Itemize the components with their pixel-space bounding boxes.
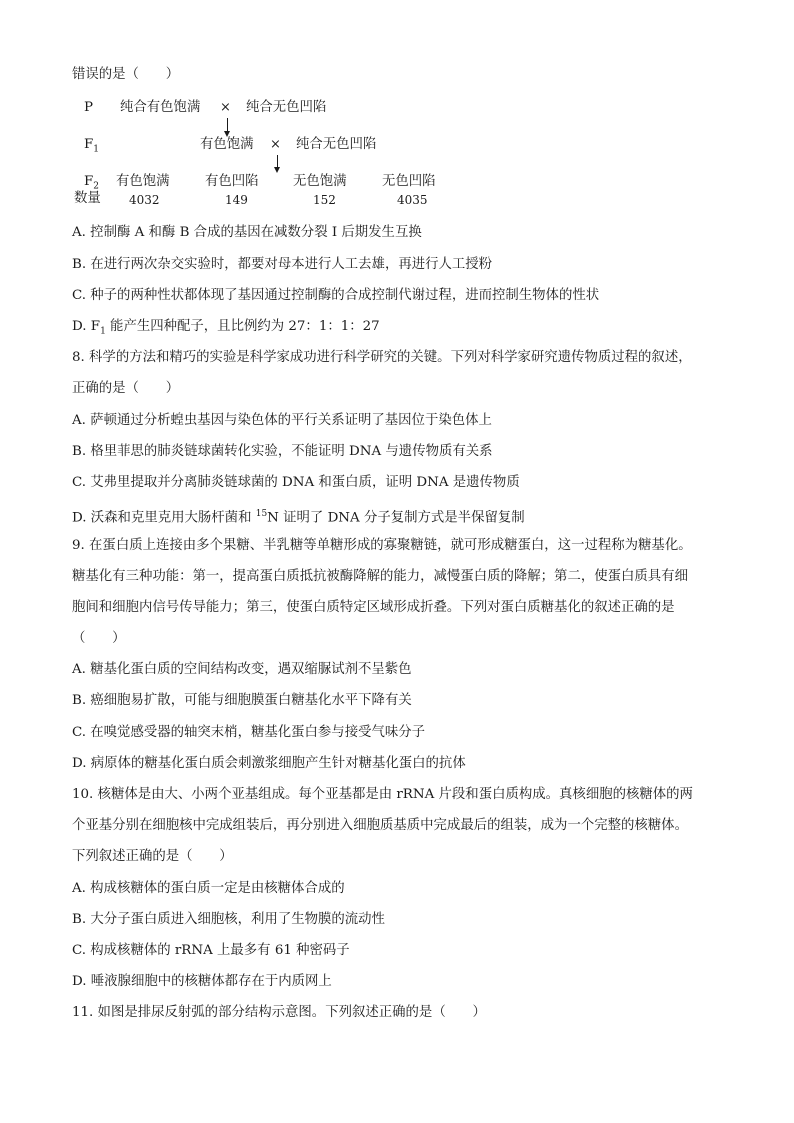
q8-stem: 8. 科学的方法和精巧的实验是科学家成功进行科学研究的关键。下列对科学家研究遗传物质过程的叙述，: [72, 350, 692, 365]
q10-option-c: C. 构成核糖体的 rRNA 上最多有 61 种密码子: [72, 943, 350, 958]
q7-option-b: B. 在进行两次杂交实验时，都要对母本进行人工去雄，再进行人工授粉: [72, 257, 493, 272]
count-value: 152: [313, 193, 336, 207]
arrow-down-icon: [277, 155, 278, 168]
phenotype-label: 无色凹陷: [382, 174, 436, 189]
cross-symbol: ×: [220, 100, 231, 115]
q10-stem: 个亚基分别在细胞核中完成组装后，再分别进入细胞质基质中完成最后的组装，成为一个完整的核糖体。: [72, 818, 688, 833]
q9-option-b: B. 癌细胞易扩散，可能与细胞膜蛋白糖基化水平下降有关: [72, 693, 412, 708]
q9-stem: 胞间和细胞内信号传导能力；第三，使蛋白质特定区域形成折叠。下列对蛋白质糖基化的叙述正确的是: [72, 600, 675, 615]
q10-option-b: B. 大分子蛋白质进入细胞核，利用了生物膜的流动性: [72, 912, 385, 927]
p-parent-2: 纯合无色凹陷: [246, 100, 327, 115]
p-generation-label: P: [84, 100, 94, 115]
f2-generation-label: $F_2$: [84, 174, 100, 192]
q8-option-b: B. 格里菲思的肺炎链球菌转化实验，不能证明 DNA 与遗传物质有关系: [72, 444, 493, 459]
q8-option-d: D. 沃森和克里克用大肠杆菌和 $^{15}$N 证明了 DNA 分子复制方式是半保留复制: [72, 509, 525, 526]
q9-stem: 9. 在蛋白质上连接由多个果糖、半乳糖等单糖形成的寡聚糖链，就可形成糖蛋白，这一过程称为糖基化。: [72, 538, 692, 553]
q7-option-a: A. 控制酶 A 和酶 B 合成的基因在减数分裂 I 后期发生互换: [72, 225, 422, 240]
phenotype-label: 有色凹陷: [205, 174, 259, 189]
arrow-down-icon: [227, 118, 228, 132]
f1-parent-1: 有色饱满: [200, 137, 254, 152]
q9-stem: 糖基化有三种功能：第一，提高蛋白质抵抗被酶降解的能力，减慢蛋白质的降解；第二，使蛋白质具有细: [72, 569, 688, 584]
phenotype-label: 有色饱满: [116, 174, 170, 189]
q7-option-c: C. 种子的两种性状都体现了基因通过控制酶的合成控制代谢过程，进而控制生物体的性状: [72, 288, 600, 303]
count-value: 149: [225, 193, 248, 207]
q10-stem: 下列叙述正确的是（ ）: [72, 849, 233, 864]
count-value: 4032: [129, 193, 160, 207]
question-7-stem-tail: 错误的是（ ）: [72, 67, 180, 82]
q9-option-d: D. 病原体的糖基化蛋白质会刺激浆细胞产生针对糖基化蛋白的抗体: [72, 756, 466, 771]
q10-option-a: A. 构成核糖体的蛋白质一定是由核糖体合成的: [72, 881, 345, 896]
q11-stem: 11. 如图是排尿反射弧的部分结构示意图。下列叙述正确的是（ ）: [72, 1005, 486, 1020]
phenotype-label: 无色饱满: [293, 174, 347, 189]
cross-symbol: ×: [270, 137, 281, 152]
f1-parent-2: 纯合无色凹陷: [296, 137, 377, 152]
q8-option-c: C. 艾弗里提取并分离肺炎链球菌的 DNA 和蛋白质，证明 DNA 是遗传物质: [72, 475, 520, 490]
f1-generation-label: $F_1$: [84, 137, 100, 155]
count-label: 数量: [74, 191, 101, 206]
q10-stem: 10. 核糖体是由大、小两个亚基组成。每个亚基都是由 rRNA 片段和蛋白质构成。真核细胞的核糖体的两: [72, 787, 693, 802]
p-parent-1: 纯合有色饱满: [120, 100, 201, 115]
q7-option-d: D. $F_1$ 能产生四种配子，且比例约为 27：1：1：27: [72, 319, 380, 337]
q8-option-a: A. 萨顿通过分析蝗虫基因与染色体的平行关系证明了基因位于染色体上: [72, 413, 492, 428]
q9-option-a: A. 糖基化蛋白质的空间结构改变，遇双缩脲试剂不呈紫色: [72, 662, 412, 677]
count-value: 4035: [397, 193, 428, 207]
q9-option-c: C. 在嗅觉感受器的轴突末梢，糖基化蛋白参与接受气味分子: [72, 725, 426, 740]
q9-stem: （ ）: [72, 631, 126, 646]
q10-option-d: D. 唾液腺细胞中的核糖体都存在于内质网上: [72, 974, 332, 989]
q8-stem: 正确的是（ ）: [72, 381, 180, 396]
